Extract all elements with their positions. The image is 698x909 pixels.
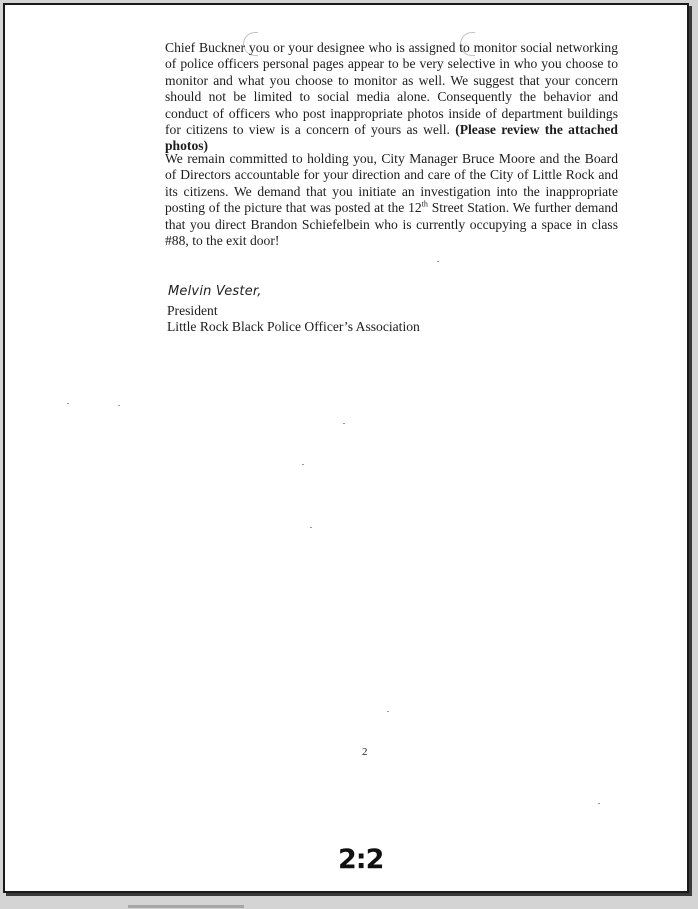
scan-speck — [310, 527, 312, 528]
page-number: 2 — [362, 746, 368, 758]
signer-organization: Little Rock Black Police Officer’s Association — [167, 319, 420, 334]
letter-paragraph-2 — [165, 151, 618, 249]
ordinal-superscript: th — [421, 199, 428, 209]
scan-speck — [343, 423, 345, 424]
handwritten-page-stamp: 2:2 — [338, 844, 384, 875]
scan-speck — [437, 261, 439, 262]
signature: Melvin Vester, — [168, 284, 262, 299]
scan-speck — [598, 803, 600, 804]
paragraph-text: Chief Buckner you or your designee who is assigned to monitor social networking of police officers personal pages appear to be very selective in who you choose to monitor and what you choose to monitor as well. We suggest that your concern should not be limited to social media alone. Consequently the behavior and conduct of officers who post inappropriate photos inside of department buildings for citizens to view is a concern of yours as well. — [165, 40, 618, 138]
scan-speck — [302, 464, 304, 465]
scan-speck — [118, 405, 120, 406]
paragraph-text: Street Station. We further demand that you direct Brandon Schiefelbein who is currently occupying a space in class #88, to the exit door! — [165, 200, 618, 249]
document-page — [3, 3, 689, 893]
paragraph-text: We remain committed to holding you, City Manager Bruce Moore and the Board of Directors accountable for your direction and care of the City of Little Rock and its citizens. We demand that you initiate an investigation into the inappropriate posting of the picture that was posted at the 12 — [165, 151, 618, 216]
scan-speck — [387, 711, 389, 712]
signer-title: President — [167, 303, 218, 318]
letter-paragraph-1 — [165, 40, 618, 155]
scan-speck — [67, 403, 69, 404]
attached-photos-note: (Please review the attached photos) — [165, 122, 618, 154]
scan-edge-strip — [128, 905, 244, 908]
